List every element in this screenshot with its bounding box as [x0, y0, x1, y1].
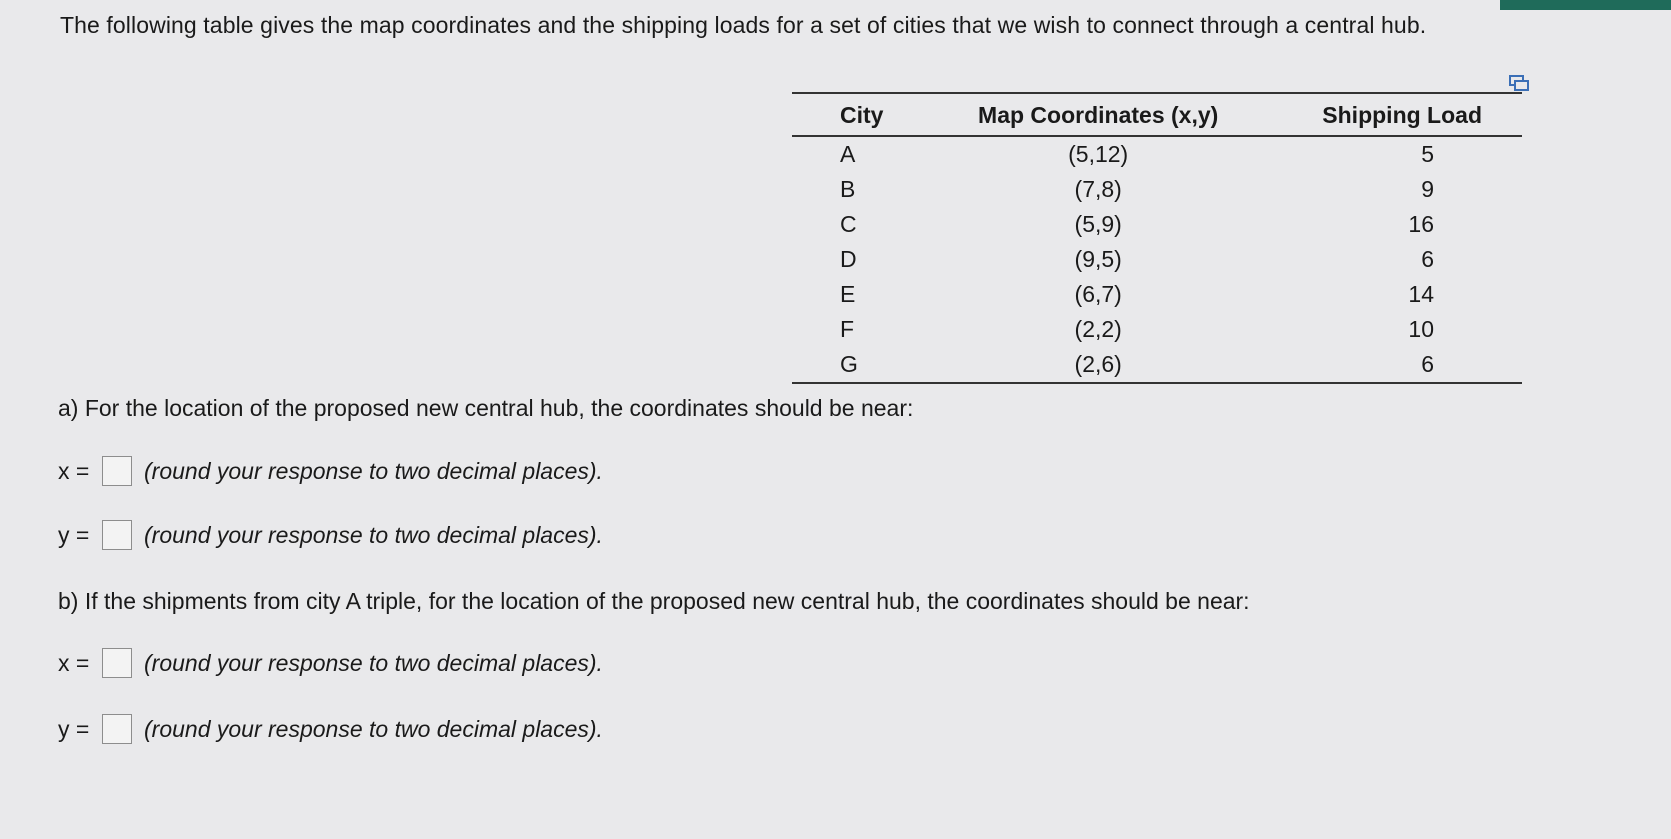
part-a-y-label: y = — [58, 521, 90, 548]
part-a-x-input[interactable] — [102, 456, 132, 486]
table-row — [792, 136, 1522, 172]
cell-city: D — [840, 246, 857, 272]
table-row — [792, 312, 1522, 347]
table-header-row — [792, 94, 1522, 136]
table-row — [792, 242, 1522, 277]
part-b-question: b) If the shipments from city A triple, for the location of the proposed new central hub, the coordinates should be near: — [58, 588, 1250, 614]
part-a-x-label: x = — [58, 457, 90, 484]
part-b-y-input[interactable] — [102, 714, 132, 744]
cell-city: A — [840, 141, 856, 167]
cell-shipping-load: 14 — [1408, 281, 1434, 307]
cell-coordinates: (7,8) — [1074, 176, 1122, 202]
part-b-x-label: x = — [58, 649, 90, 676]
cell-city: B — [840, 176, 856, 202]
part-a-y-row — [58, 520, 603, 550]
popout-icon[interactable] — [1508, 73, 1530, 93]
header-city: City — [792, 94, 957, 136]
cell-shipping-load: 16 — [1408, 211, 1434, 237]
cell-shipping-load: 5 — [1421, 141, 1434, 167]
part-b-x-hint: (round your response to two decimal places). — [144, 649, 603, 676]
part-b-y-hint: (round your response to two decimal places). — [144, 715, 603, 742]
cell-city: G — [840, 351, 858, 377]
cell-coordinates: (2,6) — [1074, 351, 1122, 377]
table-row — [792, 207, 1522, 242]
cell-shipping-load: 9 — [1421, 176, 1434, 202]
cell-city: F — [840, 316, 855, 342]
intro-text: The following table gives the map coordinates and the shipping loads for a set of cities that we wish to connect through a central hub. — [60, 12, 1427, 38]
part-a-y-hint: (round your response to two decimal places). — [144, 521, 603, 548]
header-shipping-load: Shipping Load — [1240, 94, 1522, 136]
cell-coordinates: (5,9) — [1074, 211, 1122, 237]
header-map-coordinates: Map Coordinates (x,y) — [957, 94, 1240, 136]
part-a-question: a) For the location of the proposed new central hub, the coordinates should be near: — [58, 395, 914, 421]
part-a-x-hint: (round your response to two decimal places). — [144, 457, 603, 484]
table-row — [792, 347, 1522, 382]
part-a-y-input[interactable] — [102, 520, 132, 550]
part-b-y-label: y = — [58, 715, 90, 742]
part-a-x-row — [58, 456, 603, 486]
cell-coordinates: (2,2) — [1074, 316, 1122, 342]
cell-coordinates: (6,7) — [1074, 281, 1122, 307]
cell-city: C — [840, 211, 857, 237]
cell-coordinates: (9,5) — [1074, 246, 1122, 272]
cell-city: E — [840, 281, 856, 307]
cell-shipping-load: 10 — [1408, 316, 1434, 342]
cell-coordinates: (5,12) — [1068, 141, 1129, 167]
table-row — [792, 277, 1522, 312]
cell-shipping-load: 6 — [1421, 246, 1434, 272]
part-b-x-row — [58, 648, 603, 678]
part-b-y-row — [58, 714, 603, 744]
top-accent-bar — [1500, 0, 1671, 10]
table-row — [792, 172, 1522, 207]
part-b-x-input[interactable] — [102, 648, 132, 678]
cell-shipping-load: 6 — [1421, 351, 1434, 377]
data-table — [792, 92, 1522, 384]
